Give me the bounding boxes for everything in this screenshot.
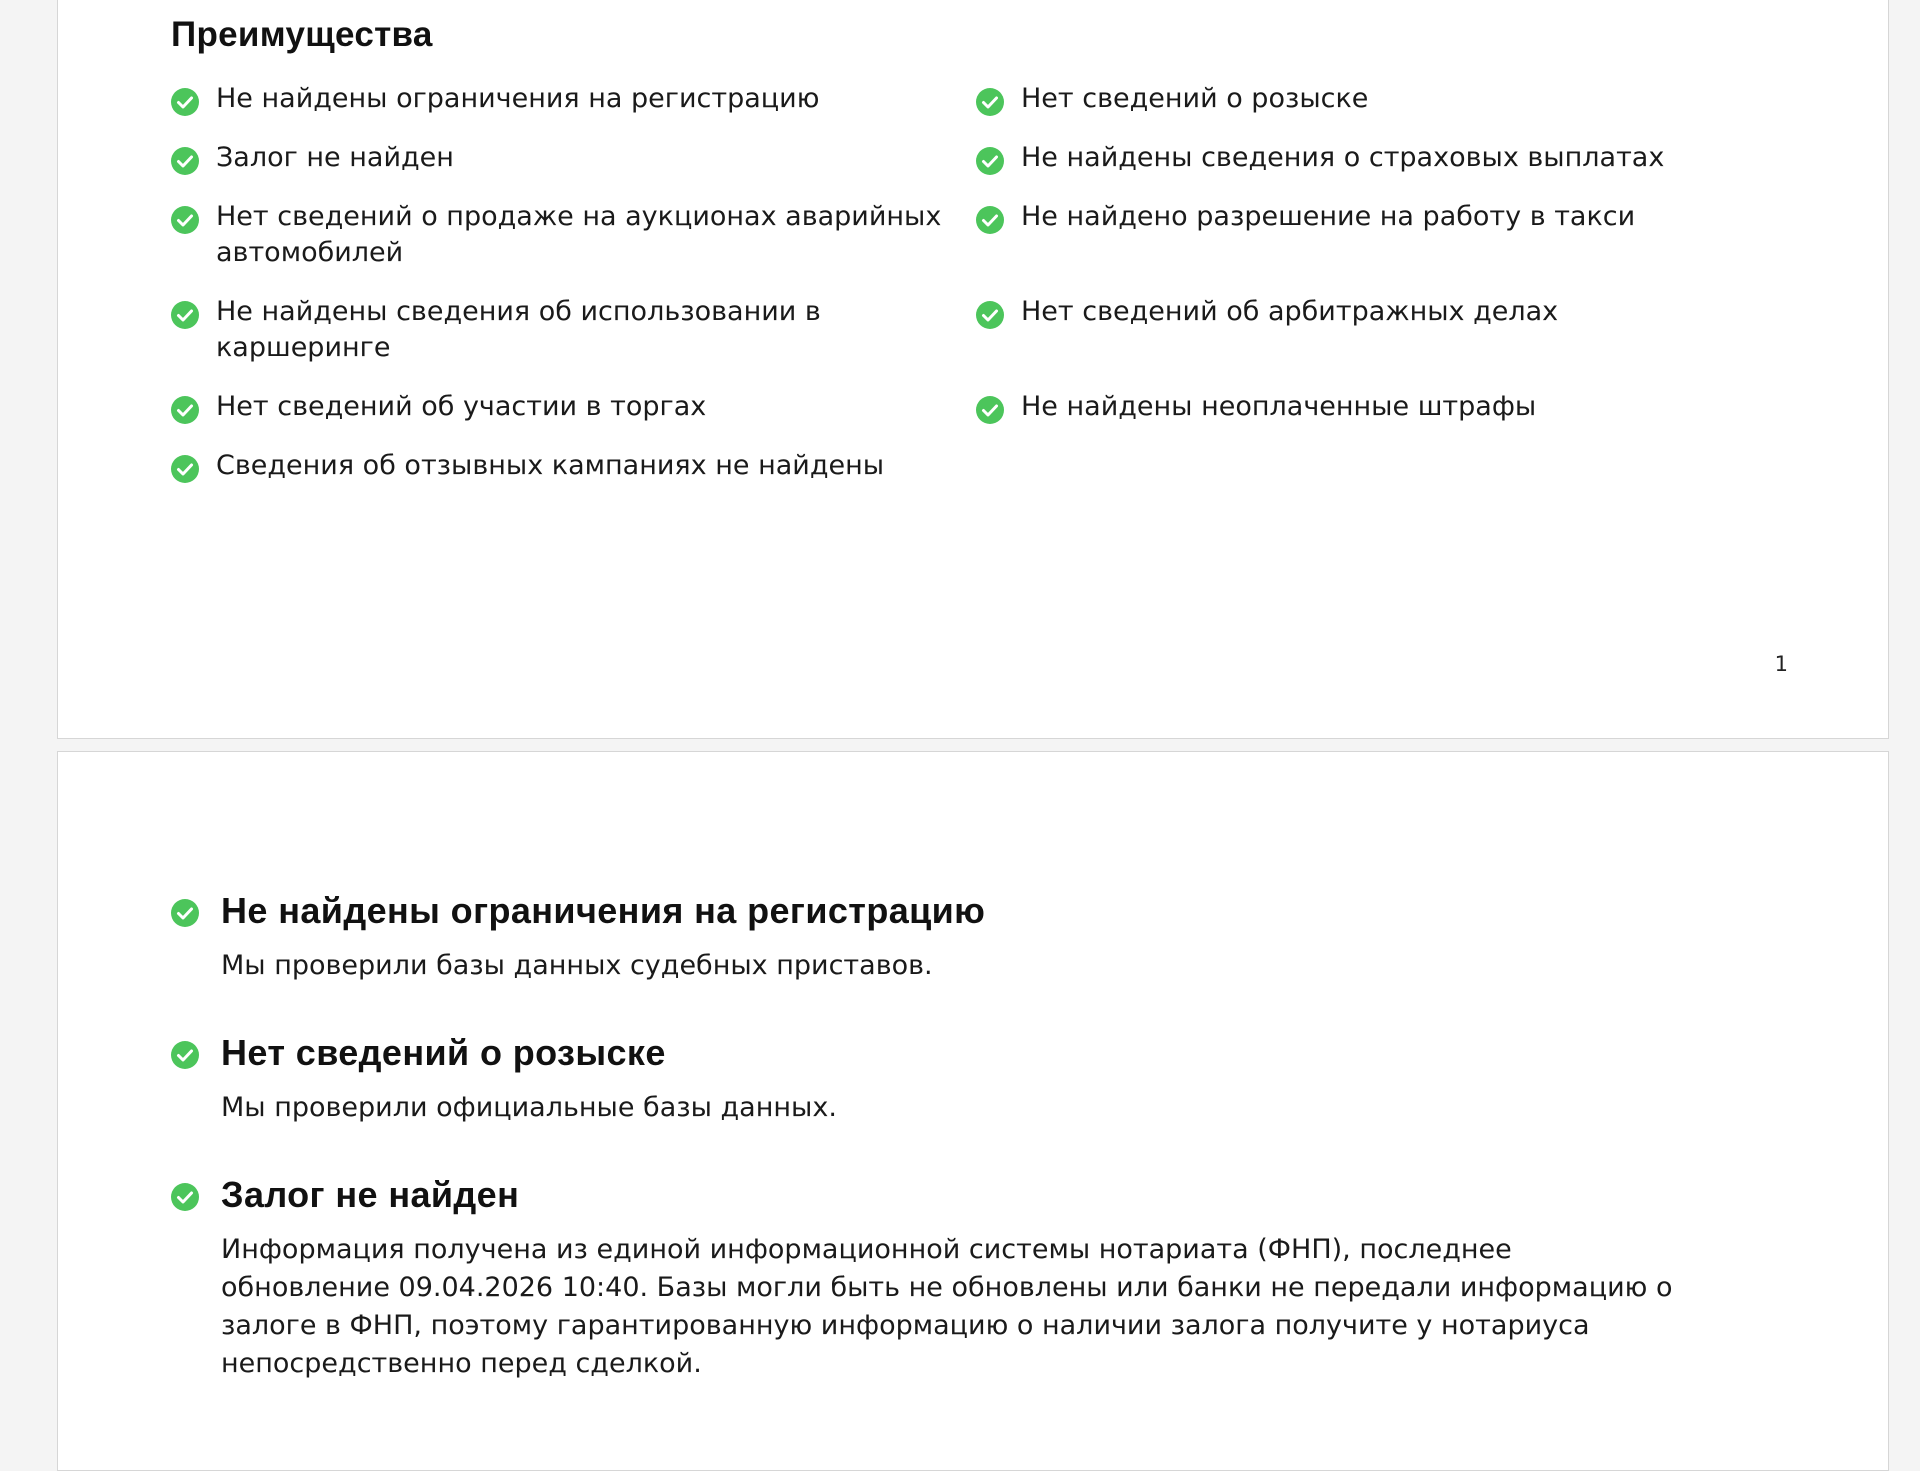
advantages-list-right xyxy=(976,81,1796,448)
advantage-label: Нет сведений об арбитражных делах xyxy=(1021,296,1559,327)
check-circle-icon xyxy=(976,206,1004,234)
detail-block xyxy=(171,1029,1731,1127)
check-circle-icon xyxy=(171,455,199,483)
advantage-item xyxy=(171,81,951,117)
check-circle-icon xyxy=(976,301,1004,329)
check-circle-icon xyxy=(976,88,1004,116)
advantages-title: Преимущества xyxy=(171,15,433,54)
advantage-label: Не найдены ограничения на регистрацию xyxy=(216,83,820,114)
advantage-item xyxy=(976,199,1796,235)
advantage-label: Не найдено разрешение на работу в такси xyxy=(1021,201,1636,232)
advantage-label: Залог не найден xyxy=(216,142,454,173)
advantage-item xyxy=(171,448,951,484)
advantage-item xyxy=(976,140,1796,176)
advantage-item xyxy=(976,294,1796,330)
advantage-item xyxy=(171,140,951,176)
detail-title: Не найдены ограничения на регистрацию xyxy=(221,890,986,931)
detail-block xyxy=(171,1171,1731,1383)
advantage-item xyxy=(171,199,951,271)
advantage-label: Сведения об отзывных кампаниях не найдены xyxy=(216,450,885,481)
detail-title: Нет сведений о розыске xyxy=(221,1032,666,1073)
check-circle-icon xyxy=(171,1041,199,1069)
check-circle-icon xyxy=(171,147,199,175)
check-circle-icon xyxy=(171,206,199,234)
advantage-item xyxy=(171,389,951,425)
check-circle-icon xyxy=(171,396,199,424)
detail-text: Мы проверили базы данных судебных приставов. xyxy=(221,950,933,981)
advantage-item xyxy=(976,81,1796,117)
check-circle-icon xyxy=(171,1183,199,1211)
report-page-2 xyxy=(57,751,1889,1471)
detail-text: Информация получена из единой информационной системы нотариата (ФНП), последнее обновление 09.04.2026 10:40. Базы могли быть не обновлены или банки не передали информацию о залоге в ФНП, поэтому гарантированную информацию о наличии залога получите у нотариуса непосредственно перед сделкой. xyxy=(221,1234,1673,1379)
advantage-label: Не найдены сведения об использовании в каршеринге xyxy=(216,296,821,363)
advantage-label: Нет сведений о продаже на аукционах аварийных автомобилей xyxy=(216,201,942,268)
advantage-label: Нет сведений об участии в торгах xyxy=(216,391,707,422)
check-circle-icon xyxy=(976,396,1004,424)
detail-text: Мы проверили официальные базы данных. xyxy=(221,1092,837,1123)
advantage-label: Не найдены сведения о страховых выплатах xyxy=(1021,142,1665,173)
page-number: 1 xyxy=(1774,652,1788,676)
detail-block xyxy=(171,887,1731,985)
advantage-item xyxy=(171,294,951,366)
check-circle-icon xyxy=(171,899,199,927)
check-circle-icon xyxy=(171,88,199,116)
check-circle-icon xyxy=(976,147,1004,175)
advantage-item xyxy=(976,389,1796,425)
advantage-label: Нет сведений о розыске xyxy=(1021,83,1369,114)
advantage-label: Не найдены неоплаченные штрафы xyxy=(1021,391,1537,422)
detail-title: Залог не найден xyxy=(221,1174,520,1215)
details-section xyxy=(171,887,1731,1427)
report-page-1 xyxy=(57,0,1889,739)
advantages-list-left xyxy=(171,81,951,507)
check-circle-icon xyxy=(171,301,199,329)
